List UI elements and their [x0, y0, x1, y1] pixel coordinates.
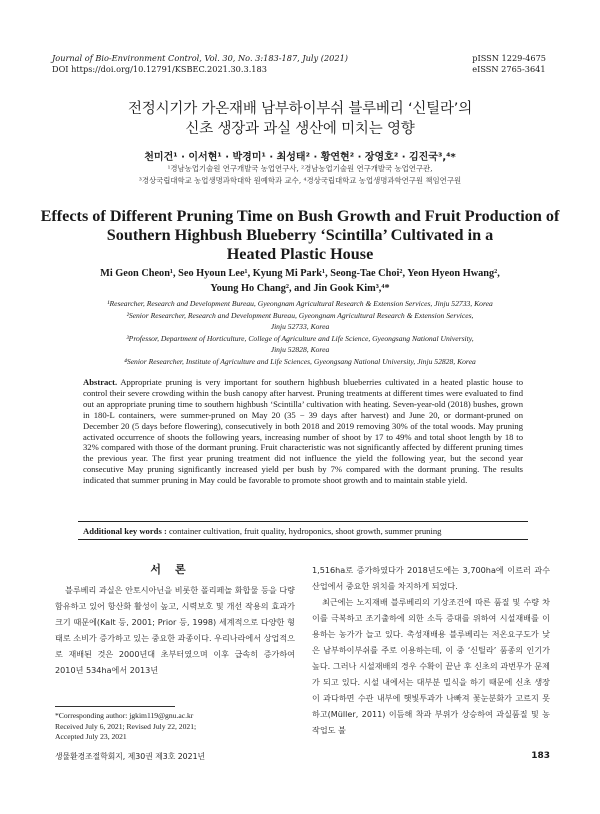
corresponding-author[interactable]: *Corresponding author: jgkim119@gnu.ac.kr	[55, 711, 194, 720]
page-footer	[55, 751, 550, 762]
english-title	[40, 207, 560, 264]
journal-citation: Journal of Bio-Environment Control, Vol. 30, No. 3:183-187, July (2021)	[52, 53, 348, 63]
korean-title-line: 신초 생장과 과실 생산에 미치는 영향	[185, 121, 415, 137]
abstract-text: Appropriate pruning is very important for southern highbush blueberries cultivated in a heated plastic house to control their severe crowding within the bush canopy after harvest. Pruning treatments at different times were evaluated to find out an appropriate pruning time to southern highbush ‘Scintilla’ cultivation with heating. Seven-year-old (2018) bushes, grown in 180-L containers, were summer-pruned on May 20 (35 − 39 days after harvest) and June 20, or dormant-pruned on December 20 (5 days before flowering), consecutively in both 2018 and 2019 removing 30% of the total woods. May pruning activated occurrence of shoots the following years, increasing number of shoot by 17 to 49% and total shoot length by 18 to 32% compared with those of the dormant pruning. Fruit characteristic was not significantly affected by different pruning times the previous year. The first year pruning treatment did not influence the yield the following year, but the second year consecutive May pruning significantly increased yield per bush by 7% compared with the dormant pruning. The results indicated that summer pruning in May could be favorable to promote shoot growth and to maintain stable yield.	[83, 377, 523, 486]
korean-authors: 천미건¹ · 이서현¹ · 박경미¹ · 최성태² · 황연현² · 장영호² · 김진국³,⁴*	[144, 152, 456, 163]
footer-journal: 생물환경조절학회지, 제30권 제3호 2021년	[55, 752, 206, 761]
doi-link[interactable]: DOI https://doi.org/10.12791/KSBEC.2021.30.3.183	[52, 64, 267, 74]
paragraph: 1,516ha로 증가하였다가 2018년도에는 3,700ha에 이르러 과수 산업에서 중요한 위치를 차지하게 되었다.	[312, 565, 550, 591]
english-authors-line: Young Ho Chang², and Jin Gook Kim³,⁴*	[210, 282, 390, 294]
affiliation-2-city: Jinju 52733, Korea	[270, 322, 330, 332]
eissn: eISSN 2765-3641	[472, 64, 546, 74]
keywords-text: container cultivation, fruit quality, hydroponics, shoot growth, summer pruning	[166, 526, 442, 536]
footnote	[55, 711, 295, 743]
affiliation-1: ¹Researcher, Research and Development Bureau, Gyeongnam Agricultural Research & Extension Services, Jinju 52733, Korea	[107, 299, 493, 308]
paragraph: 최근에는 노지재배 블루베리의 기상조건에 따른 품질 및 수량 차이를 극복하고 조기출하에 의한 소득 증대를 위하여 시설재배를 이용하는 농가가 늘고 있다. 촉성재배용 블루베리는 저온요구도가 낮은 남부하이부쉬를 주로 이용하는데, 이 중 ‘신틸라’ 품종의 인기가 높다. 그러나 시설재배의 경우 수확이 끝난 후 신초의 과번무가 문제가 되고 있다. 시설 내에서는 대부분 밀식을 하기 때문에 신초 생장이 과다하면 수관 내부에 햇빛투과가 나빠져 꽃눈분화가 고르지 못하고(Müller, 2011) 이듬해 착과 부위가 상승하여 과실품질 및 농작업도 불	[312, 597, 550, 735]
korean-title-line: 전정시기가 가온재배 남부하이부쉬 블루베리 ‘신틸라’의	[127, 101, 472, 117]
keywords-label: Additional key words :	[83, 526, 167, 536]
page-number: 183	[531, 751, 550, 761]
issn-block	[472, 53, 546, 75]
affiliation-2: ²Senior Researcher, Research and Development Bureau, Gyeongnam Agricultural Research & Extension Services,	[126, 310, 474, 320]
keywords-top-rule	[78, 521, 528, 522]
affiliation-3: ³Professor, Department of Horticulture, College of Agriculture and Life Science, Gyeongsang National University,	[126, 333, 474, 343]
english-title-line: Heated Plastic House	[226, 245, 374, 263]
english-affiliations	[40, 298, 560, 368]
abstract	[83, 377, 523, 486]
pissn: pISSN 1229-4675	[472, 53, 546, 63]
body-column-right	[312, 562, 550, 738]
english-authors	[40, 267, 560, 296]
paragraph: 블루베리 과실은 안토시아닌을 비롯한 폴리페놀 화합물 등을 다량 함유하고 있어 항산화 활성이 높고, 시력보호 및 개선 작용의 효과가 크기 때문에(Kalt 등, 2001; Prior 등, 1998) 세계적으로 다양한 형태로 소비가 증가하고 있는 중요한 과종이다. 우리나라에서 상업적으로 재배된 것은 2000년대 초부터였으며 이후 급속히 증가하여 2010년 534ha에서 2013년	[55, 585, 295, 675]
korean-affiliation-line: ¹경남농업기술원 연구개발국 농업연구사, ²경남농업기술원 연구개발국 농업연구관,	[167, 164, 433, 173]
journal-header	[52, 53, 348, 75]
english-title-line: Southern Highbush Blueberry ‘Scintilla’ Cultivated in a	[106, 226, 494, 244]
footnote-rule	[55, 706, 175, 707]
accepted-date: Accepted July 23, 2021	[55, 732, 127, 741]
abstract-label: Abstract.	[83, 377, 118, 387]
korean-affiliations	[0, 163, 600, 186]
english-title-line: Effects of Different Pruning Time on Bush Growth and Fruit Production of	[40, 207, 560, 225]
keywords-bottom-rule	[78, 539, 528, 540]
korean-affiliation-line: ³경상국립대학교 농업생명과학대학 원예학과 교수, ⁴경상국립대학교 농업생명과학연구원 책임연구원	[138, 175, 462, 185]
affiliation-4: ⁴Senior Researcher, Institute of Agriculture and Life Sciences, Gyeongsang National University, Jinju 52828, Korea	[124, 356, 476, 366]
body-column-left	[55, 582, 295, 678]
received-dates: Received July 6, 2021; Revised July 22, 2021;	[55, 721, 197, 731]
keywords	[83, 526, 523, 536]
english-authors-line: Mi Geon Cheon¹, Seo Hyoun Lee¹, Kyung Mi Park¹, Seong-Tae Choi², Yeon Hyeon Hwang²,	[100, 268, 500, 279]
korean-title	[0, 99, 600, 139]
affiliation-3-city: Jinju 52828, Korea	[270, 345, 330, 355]
section-heading-introduction: 서론	[150, 563, 200, 576]
